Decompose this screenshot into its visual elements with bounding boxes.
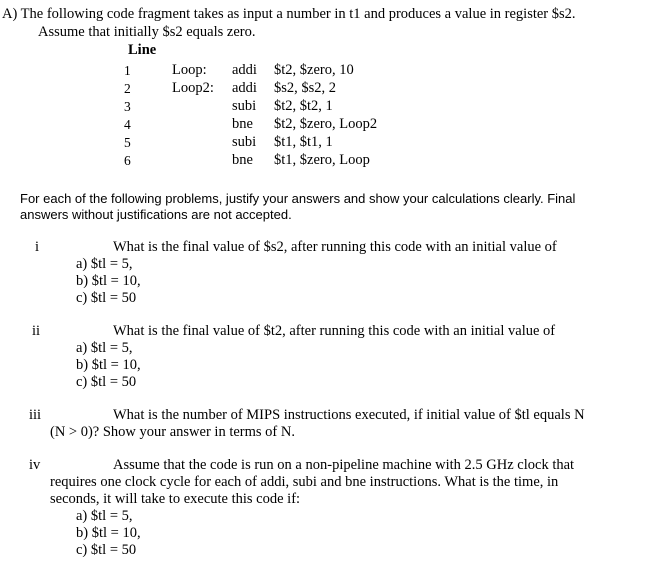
option-c: c) $tl = 50 xyxy=(76,374,137,390)
option-b: b) $tl = 10, xyxy=(76,357,141,373)
line-number: 1 xyxy=(124,63,131,78)
question-text-line-1: Assume that the code is run on a non-pipeline machine with 2.5 GHz clock that xyxy=(113,457,575,473)
code-opcode: subi xyxy=(232,134,257,150)
question-text-line-2: (N > 0)? Show your answer in terms of N. xyxy=(50,424,295,440)
line-column-header: Line xyxy=(128,42,157,58)
code-operands: $t1, $zero, Loop xyxy=(274,152,370,168)
question-number: iv xyxy=(29,457,41,473)
question-number: ii xyxy=(32,323,41,339)
question-text-line-3: seconds, it will take to execute this code if: xyxy=(50,491,301,507)
option-a: a) $tl = 5, xyxy=(76,340,133,356)
line-number: 4 xyxy=(124,117,131,132)
code-opcode: bne xyxy=(232,116,253,132)
line-number: 6 xyxy=(124,153,131,168)
option-c: c) $tl = 50 xyxy=(76,290,137,306)
code-opcode: subi xyxy=(232,98,257,114)
option-b: b) $tl = 10, xyxy=(76,525,141,541)
question-text-line-2: requires one clock cycle for each of addi, subi and bne instructions. What is the time, in xyxy=(50,474,559,490)
intro-line-2: Assume that initially $s2 equals zero. xyxy=(38,24,256,40)
line-number: 3 xyxy=(124,99,131,114)
code-operands: $t2, $zero, Loop2 xyxy=(274,116,378,132)
question-text: What is the final value of $s2, after running this code with an initial value of xyxy=(113,239,557,255)
question-text-line-1: What is the number of MIPS instructions executed, if initial value of $tl equals N xyxy=(113,407,585,423)
code-operands: $t2, $t2, 1 xyxy=(274,98,333,114)
code-operands: $t1, $t1, 1 xyxy=(274,134,333,150)
code-opcode: addi xyxy=(232,80,257,96)
code-label: Loop2: xyxy=(172,80,214,96)
code-opcode: addi xyxy=(232,62,257,78)
question-text: What is the final value of $t2, after running this code with an initial value of xyxy=(113,323,556,339)
line-number: 2 xyxy=(124,81,131,96)
instructions-line-2: answers without justifications are not accepted. xyxy=(20,207,292,222)
option-a: a) $tl = 5, xyxy=(76,256,133,272)
instructions-line-1: For each of the following problems, justify your answers and show your calculations clearly. Final xyxy=(20,191,576,206)
code-operands: $s2, $s2, 2 xyxy=(274,80,337,96)
code-operands: $t2, $zero, 10 xyxy=(274,62,354,78)
question-number: i xyxy=(35,239,40,255)
option-c: c) $tl = 50 xyxy=(76,542,137,558)
line-number: 5 xyxy=(124,135,131,150)
option-b: b) $tl = 10, xyxy=(76,273,141,289)
question-number: iii xyxy=(29,407,42,423)
code-opcode: bne xyxy=(232,152,253,168)
option-a: a) $tl = 5, xyxy=(76,508,133,524)
code-label: Loop: xyxy=(172,62,207,78)
intro-line-1: A) The following code fragment takes as input a number in t1 and produces a value in register $s2. xyxy=(2,6,576,22)
